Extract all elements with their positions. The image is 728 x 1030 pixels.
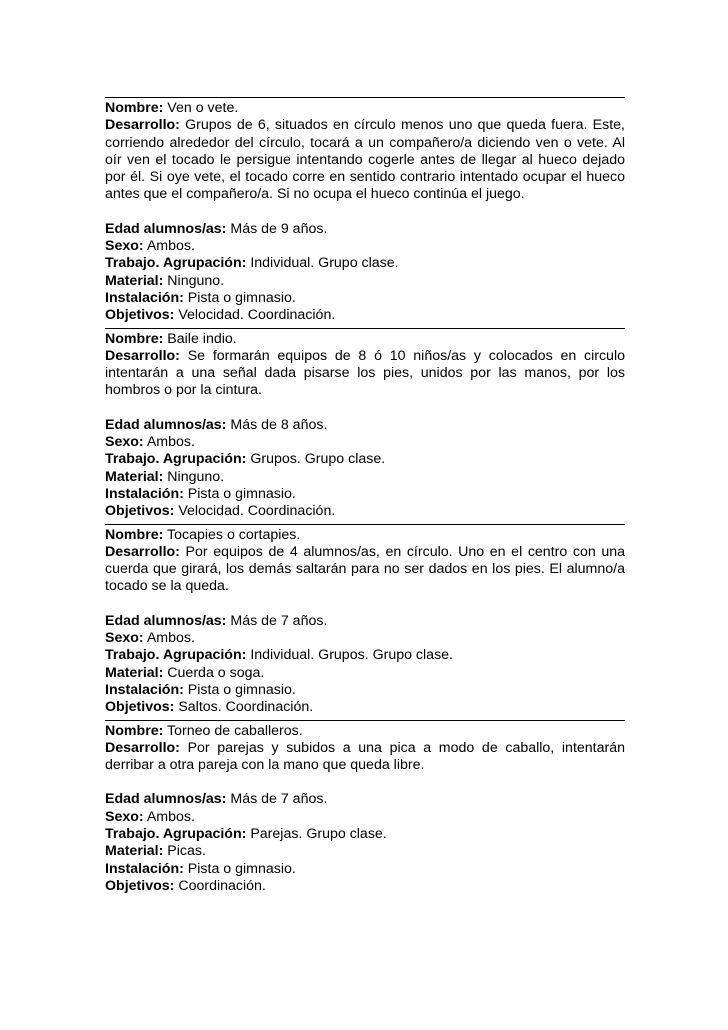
edad-label: Edad alumnos/as:: [105, 612, 227, 629]
objetivos-line: [105, 503, 625, 520]
edad-line: [105, 613, 625, 630]
objetivos-value: Velocidad. Coordinación.: [178, 307, 336, 324]
objetivos-label: Objetivos:: [105, 503, 175, 520]
trabajo-value: Grupos. Grupo clase.: [250, 451, 386, 468]
objetivos-label: Objetivos:: [105, 699, 175, 716]
trabajo-line: [105, 451, 625, 468]
instalacion-value: Pista o gimnasio.: [187, 860, 296, 877]
nombre-line: [105, 100, 625, 117]
objetivos-value: Velocidad. Coordinación.: [178, 503, 336, 520]
material-value: Ninguno.: [167, 272, 225, 289]
sexo-value: Ambos.: [146, 808, 195, 825]
game-entry-ven-o-vete: [105, 97, 625, 325]
instalacion-line: [105, 486, 625, 503]
trabajo-label: Trabajo. Agrupación:: [105, 647, 247, 664]
objetivos-line: [105, 307, 625, 324]
edad-label: Edad alumnos/as:: [105, 416, 227, 433]
trabajo-value: Parejas. Grupo clase.: [250, 825, 387, 842]
nombre-label: Nombre:: [105, 330, 164, 347]
edad-label: Edad alumnos/as:: [105, 791, 227, 808]
material-value: Cuerda o soga.: [167, 664, 265, 681]
trabajo-value: Individual. Grupo clase.: [250, 255, 399, 272]
desarrollo-value: Por parejas y subidos a una pica a modo de caballo, intentarán derribar a otra pareja con la mano que queda libre.: [105, 739, 625, 774]
desarrollo-line: [105, 544, 625, 596]
instalacion-line: [105, 682, 625, 699]
material-value: Ninguno.: [167, 468, 225, 485]
desarrollo-line: [105, 740, 625, 775]
instalacion-line: [105, 290, 625, 307]
game-entry-torneo-de-caballeros: [105, 720, 625, 896]
game-entry-tocapies: [105, 524, 625, 717]
trabajo-label: Trabajo. Agrupación:: [105, 255, 247, 272]
edad-value: Más de 8 años.: [230, 416, 328, 433]
material-line: [105, 469, 625, 486]
desarrollo-label: Desarrollo:: [105, 117, 180, 134]
trabajo-line: [105, 826, 625, 843]
instalacion-label: Instalación:: [105, 289, 184, 306]
edad-line: [105, 221, 625, 238]
trabajo-line: [105, 255, 625, 272]
material-label: Material:: [105, 468, 164, 485]
edad-line: [105, 417, 625, 434]
instalacion-label: Instalación:: [105, 485, 184, 502]
nombre-value: Baile indio.: [167, 330, 237, 347]
edad-label: Edad alumnos/as:: [105, 220, 227, 237]
objetivos-value: Saltos. Coordinación.: [178, 699, 314, 716]
material-value: Picas.: [167, 843, 206, 860]
desarrollo-value: Por equipos de 4 alumnos/as, en círculo. Uno en el centro con una cuerda que girará, los demás saltarán para no ser dados en los pies. El alumno/a tocado se la queda.: [105, 543, 625, 595]
edad-value: Más de 9 años.: [230, 220, 328, 237]
desarrollo-value: Se formarán equipos de 8 ó 10 niños/as y colocados en circulo intentarán a una señal dada pisarse los pies, unidos por las manos, por los hombros o por la cintura.: [105, 347, 625, 399]
objetivos-label: Objetivos:: [105, 877, 175, 894]
desarrollo-line: [105, 348, 625, 400]
desarrollo-label: Desarrollo:: [105, 739, 180, 756]
nombre-value: Ven o vete.: [167, 100, 239, 116]
nombre-label: Nombre:: [105, 526, 164, 543]
desarrollo-label: Desarrollo:: [105, 347, 180, 364]
nombre-value: Tocapies o cortapies.: [167, 526, 301, 543]
sexo-value: Ambos.: [146, 434, 195, 451]
material-line: [105, 843, 625, 860]
objetivos-line: [105, 878, 625, 895]
instalacion-label: Instalación:: [105, 681, 184, 698]
sexo-value: Ambos.: [146, 238, 195, 255]
sexo-line: [105, 809, 625, 826]
nombre-line: [105, 527, 625, 544]
sexo-label: Sexo:: [105, 808, 144, 825]
desarrollo-value: Grupos de 6, situados en círculo menos uno que queda fuera. Este, corriendo alrededor del círculo, tocará a un compañero/a diciendo ven o vete. Al oír ven el tocado le persigue intentando cogerle antes de llegar al hueco dejado por él. Si oye vete, el tocado corre en sentido contrario intentado ocupar el hueco antes que el compañero/a. Si no ocupa el hueco continúa el juego.: [105, 117, 625, 203]
material-line: [105, 665, 625, 682]
nombre-line: [105, 723, 625, 740]
instalacion-value: Pista o gimnasio.: [187, 681, 296, 698]
objetivos-line: [105, 699, 625, 716]
edad-value: Más de 7 años.: [230, 612, 328, 629]
material-label: Material:: [105, 843, 164, 860]
desarrollo-label: Desarrollo:: [105, 543, 180, 560]
instalacion-line: [105, 861, 625, 878]
objetivos-label: Objetivos:: [105, 307, 175, 324]
trabajo-line: [105, 647, 625, 664]
sexo-label: Sexo:: [105, 238, 144, 255]
trabajo-label: Trabajo. Agrupación:: [105, 451, 247, 468]
material-label: Material:: [105, 664, 164, 681]
sexo-line: [105, 238, 625, 255]
trabajo-value: Individual. Grupos. Grupo clase.: [250, 647, 453, 664]
sexo-line: [105, 434, 625, 451]
edad-line: [105, 791, 625, 808]
trabajo-label: Trabajo. Agrupación:: [105, 825, 247, 842]
nombre-line: [105, 331, 625, 348]
sexo-line: [105, 630, 625, 647]
instalacion-label: Instalación:: [105, 860, 184, 877]
nombre-label: Nombre:: [105, 100, 164, 116]
edad-value: Más de 7 años.: [230, 791, 328, 808]
material-label: Material:: [105, 272, 164, 289]
document-page: [105, 97, 625, 898]
instalacion-value: Pista o gimnasio.: [187, 289, 296, 306]
objetivos-value: Coordinación.: [178, 877, 266, 894]
nombre-label: Nombre:: [105, 722, 164, 739]
instalacion-value: Pista o gimnasio.: [187, 485, 296, 502]
nombre-value: Torneo de caballeros.: [167, 722, 303, 739]
game-entry-baile-indio: [105, 328, 625, 521]
sexo-label: Sexo:: [105, 434, 144, 451]
material-line: [105, 273, 625, 290]
sexo-value: Ambos.: [146, 630, 195, 647]
desarrollo-line: [105, 117, 625, 203]
sexo-label: Sexo:: [105, 630, 144, 647]
